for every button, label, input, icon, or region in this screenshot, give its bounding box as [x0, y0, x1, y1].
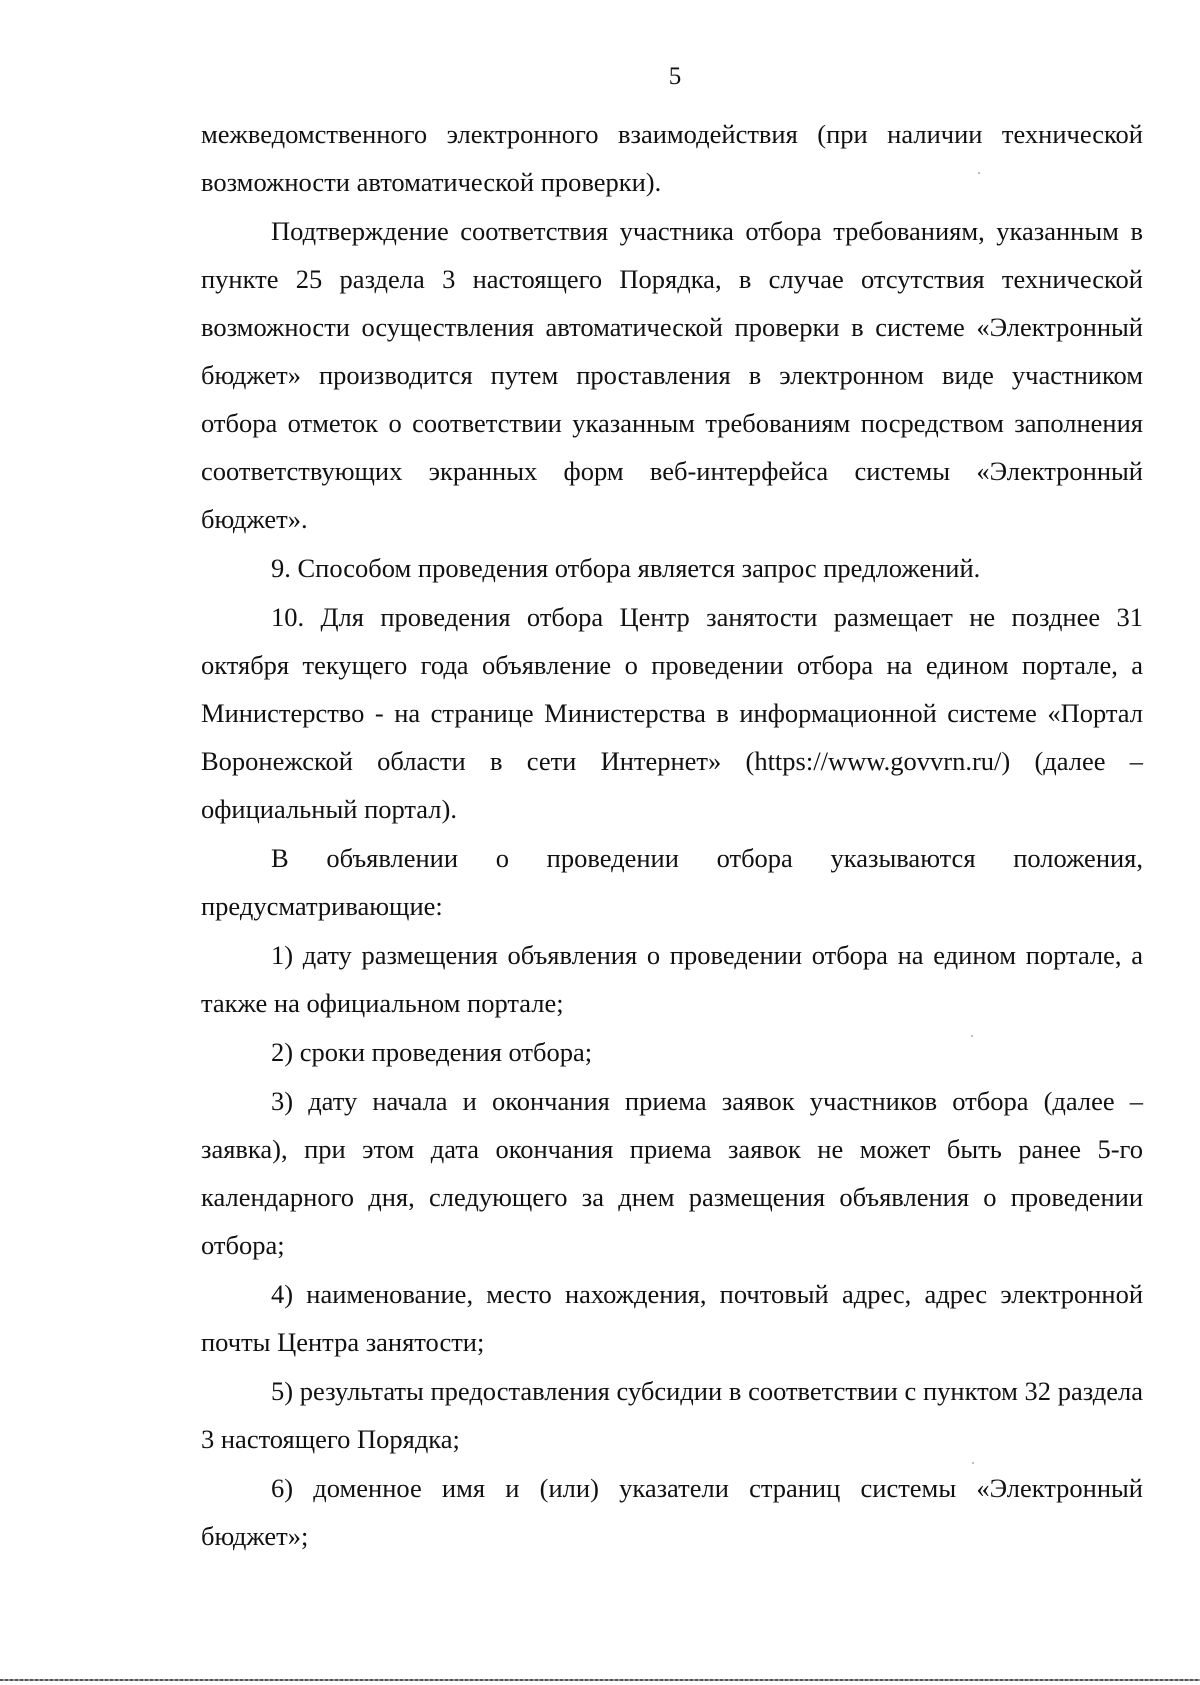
paragraph-item-9: 9. Способом проведения отбора является запрос предложений.: [271, 553, 981, 583]
list-item-6: 6) доменное имя и (или) указатели страниц системы «Электронный бюджет»;: [201, 1473, 1143, 1551]
list-item-3: 3) дату начала и окончания приема заявок участников отбора (далее – заявка), при этом дата окончания приема заявок не может быть ранее 5-го календарного дня, следующего за днем размещения объявления о проведении отбора;: [201, 1086, 1143, 1260]
list-item-4: 4) наименование, место нахождения, почтовый адрес, адрес электронной почты Центра занятости;: [201, 1279, 1143, 1357]
scan-edge-line: [0, 1679, 1200, 1681]
scan-speck: [971, 1035, 973, 1037]
paragraph-announcement-intro: В объявлении о проведении отбора указываются положения, предусматривающие:: [201, 843, 1143, 921]
scan-speck: [972, 1462, 974, 1464]
page-number: 5: [668, 63, 682, 90]
list-item-2: 2) сроки проведения отбора;: [271, 1037, 593, 1067]
document-body: [201, 110, 1143, 1561]
list-item-5: 5) результаты предоставления субсидии в соответствии с пунктом 32 раздела 3 настоящего Порядка;: [201, 1376, 1143, 1454]
scan-speck: [978, 172, 980, 174]
paragraph-item-10: 10. Для проведения отбора Центр занятости размещает не позднее 31 октября текущего года объявление о проведении отбора на едином портале, а Министерство - на странице Министерства в информационной системе «Портал Воронежской области в сети Интернет» (https://www.govvrn.ru/) (далее – официальный портал).: [201, 602, 1143, 824]
list-item-1: 1) дату размещения объявления о проведении отбора на едином портале, а также на официальном портале;: [201, 940, 1143, 1018]
paragraph-confirmation: Подтверждение соответствия участника отбора требованиям, указанным в пункте 25 раздела 3 настоящего Порядка, в случае отсутствия технической возможности осуществления автоматической проверки в системе «Электронный бюджет» производится путем проставления в электронном виде участником отбора отметок о соответствии указанным требованиям посредством заполнения соответствующих экранных форм веб-интерфейса системы «Электронный бюджет».: [201, 216, 1143, 534]
paragraph-continuation: межведомственного электронного взаимодействия (при наличии технической возможности автоматической проверки).: [201, 119, 1143, 197]
